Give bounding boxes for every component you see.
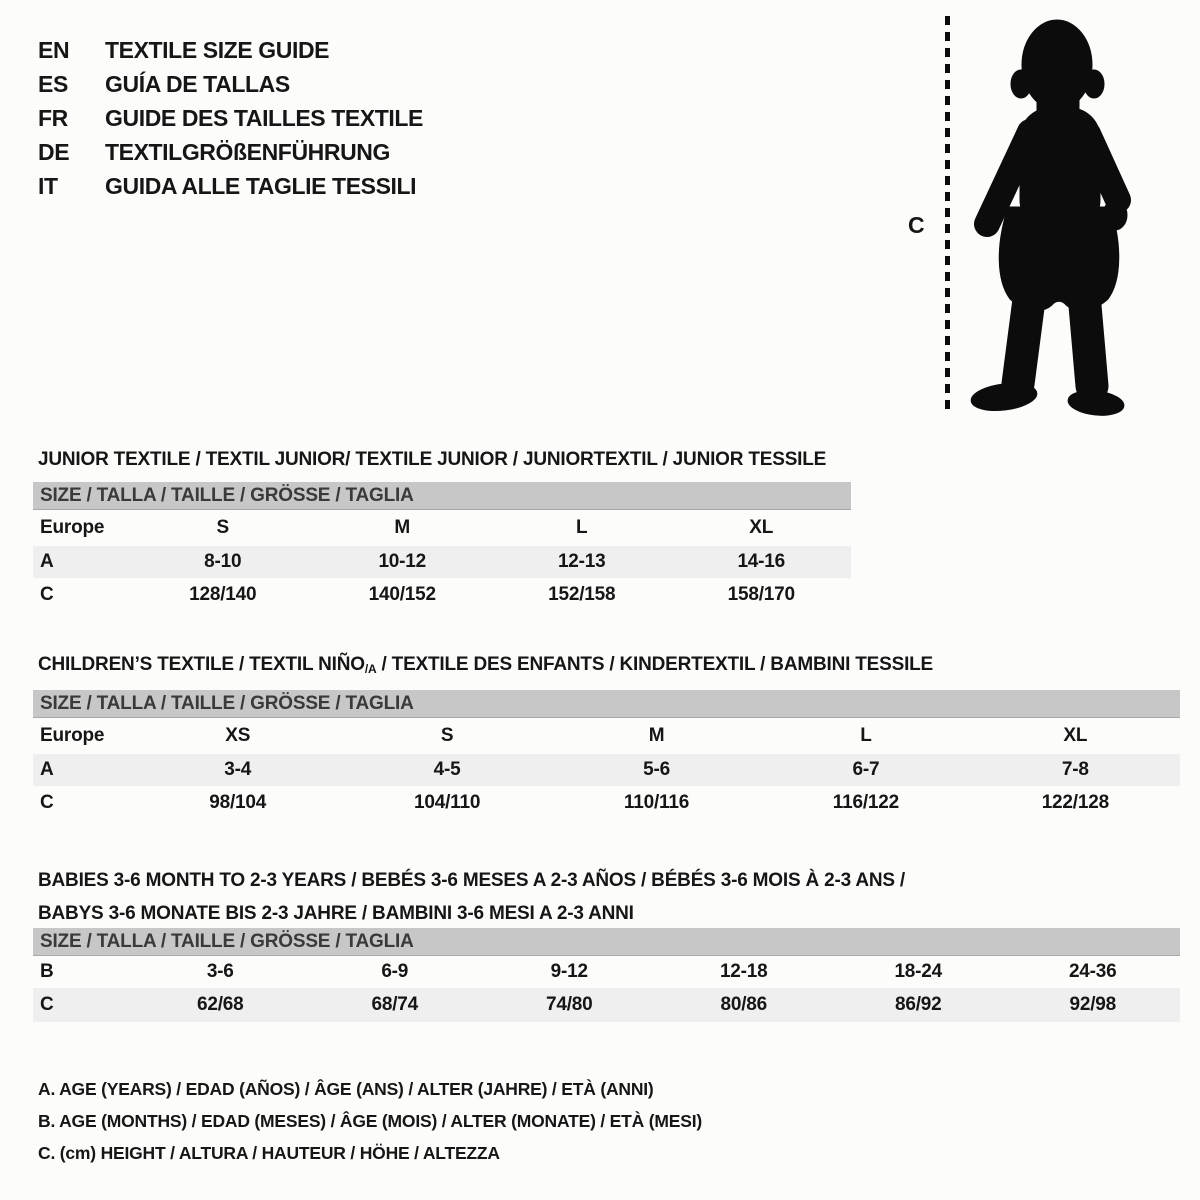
guide-title-it: GUIDA ALLE TAGLIE TESSILI (105, 173, 417, 199)
babies-title-line1: BABIES 3-6 MONTH TO 2-3 YEARS / BEBÉS 3-6 MESES A 2-3 AÑOS / BÉBÉS 3-6 MOIS À 2-3 ANS / (38, 869, 906, 891)
height-value: 128/140 (189, 584, 257, 605)
row-label: B (40, 961, 54, 982)
size-header: M (648, 725, 665, 746)
babies-row-height (33, 988, 1180, 1022)
guide-title-fr: GUIDE DES TAILLES TEXTILE (105, 105, 423, 131)
size-header: XS (225, 725, 251, 746)
legend-footnotes (38, 1073, 702, 1169)
language-row-it (38, 169, 423, 203)
guide-title-en: TEXTILE SIZE GUIDE (105, 37, 330, 63)
height-value: 92/98 (1069, 994, 1117, 1015)
row-label: C (40, 994, 54, 1015)
months-value: 18-24 (894, 961, 943, 982)
height-measure-dashed-line (945, 16, 950, 416)
age-value: 5-6 (643, 759, 670, 780)
height-value: 122/128 (1041, 792, 1109, 813)
height-value: 86/92 (894, 994, 942, 1015)
language-code: DE (38, 139, 70, 165)
junior-section-title (38, 449, 826, 471)
language-code: IT (38, 173, 58, 199)
children-title-post: / TEXTILE DES ENFANTS / KINDERTEXTIL / BAMBINI TESSILE (376, 653, 934, 675)
height-value: 98/104 (209, 792, 267, 813)
junior-row-age (33, 546, 851, 578)
months-value: 9-12 (550, 961, 588, 982)
size-header: L (576, 517, 588, 538)
height-value: 104/110 (413, 792, 481, 813)
height-value: 158/170 (727, 584, 795, 605)
children-row-age (33, 754, 1180, 786)
size-bar: SIZE / TALLA / TAILLE / GRÖSSE / TAGLIA (33, 690, 1180, 718)
footnote-age-years: A. AGE (YEARS) / EDAD (AÑOS) / ÂGE (ANS) / ALTER (JAHRE) / ETÀ (ANNI) (38, 1079, 654, 1099)
height-value: 62/68 (196, 994, 244, 1015)
language-code: EN (38, 37, 70, 63)
size-header: XL (749, 517, 774, 538)
guide-title-es: GUÍA DE TALLAS (105, 71, 290, 97)
babies-size-table (33, 928, 1180, 1022)
height-value: 116/122 (832, 792, 900, 813)
row-label: A (40, 551, 54, 572)
toddler-silhouette-image (960, 12, 1140, 418)
age-value: 4-5 (433, 759, 461, 780)
months-value: 24-36 (1068, 961, 1117, 982)
age-value: 6-7 (852, 759, 880, 780)
size-bar: SIZE / TALLA / TAILLE / GRÖSSE / TAGLIA (33, 928, 1180, 956)
measure-c-label: C (908, 212, 925, 238)
height-value: 74/80 (545, 994, 593, 1015)
size-bar: SIZE / TALLA / TAILLE / GRÖSSE / TAGLIA (33, 482, 851, 510)
size-header: XL (1063, 725, 1088, 746)
age-value: 12-13 (557, 551, 606, 572)
height-value: 110/116 (623, 792, 690, 813)
size-header: S (440, 725, 454, 746)
children-header-row (33, 718, 1180, 754)
months-value: 12-18 (719, 961, 768, 982)
size-header: M (394, 517, 411, 538)
junior-row-height (33, 578, 851, 612)
row-label: C (40, 584, 54, 605)
months-value: 3-6 (206, 961, 234, 982)
height-value: 152/158 (548, 584, 616, 605)
footnote-age-months: B. AGE (MONTHS) / EDAD (MESES) / ÂGE (MOIS) / ALTER (MONATE) / ETÀ (MESI) (38, 1111, 702, 1131)
footnote-height-cm: C. (cm) HEIGHT / ALTURA / HAUTEUR / HÖHE / ALTEZZA (38, 1143, 500, 1163)
region-header: Europe (40, 725, 105, 746)
language-row-fr (38, 101, 423, 135)
children-section-title (38, 654, 933, 680)
age-value: 7-8 (1061, 759, 1089, 780)
region-header: Europe (40, 517, 105, 538)
language-row-de (38, 135, 423, 169)
size-header: S (216, 517, 229, 538)
age-value: 8-10 (204, 551, 242, 572)
age-value: 14-16 (737, 551, 786, 572)
children-title-pre: CHILDREN’S TEXTILE / TEXTIL NIÑO (38, 653, 365, 675)
height-value: 140/152 (368, 584, 436, 605)
language-code: ES (38, 71, 68, 97)
language-code: FR (38, 105, 68, 131)
height-value: 80/86 (720, 994, 768, 1015)
language-row-es (38, 67, 423, 101)
language-title-block (38, 33, 423, 203)
height-value: 68/74 (371, 994, 419, 1015)
junior-title-text: JUNIOR TEXTILE / TEXTIL JUNIOR/ TEXTILE JUNIOR / JUNIORTEXTIL / JUNIOR TESSILE (38, 448, 827, 470)
babies-row-months (33, 956, 1180, 988)
junior-size-table (33, 482, 851, 612)
language-row-en (38, 33, 423, 67)
row-label: C (40, 792, 54, 813)
guide-title-de: TEXTILGRÖßENFÜHRUNG (105, 139, 390, 165)
months-value: 6-9 (381, 961, 409, 982)
age-value: 10-12 (378, 551, 427, 572)
age-value: 3-4 (224, 759, 252, 780)
children-size-table (33, 690, 1180, 820)
junior-header-row (33, 510, 851, 546)
babies-section-title (38, 864, 905, 930)
children-title-sub: /A (364, 661, 377, 676)
row-label: A (40, 759, 54, 780)
size-header: L (860, 725, 872, 746)
babies-title-line2: BABYS 3-6 MONATE BIS 2-3 JAHRE / BAMBINI 3-6 MESI A 2-3 ANNI (38, 902, 634, 924)
children-row-height (33, 786, 1180, 820)
